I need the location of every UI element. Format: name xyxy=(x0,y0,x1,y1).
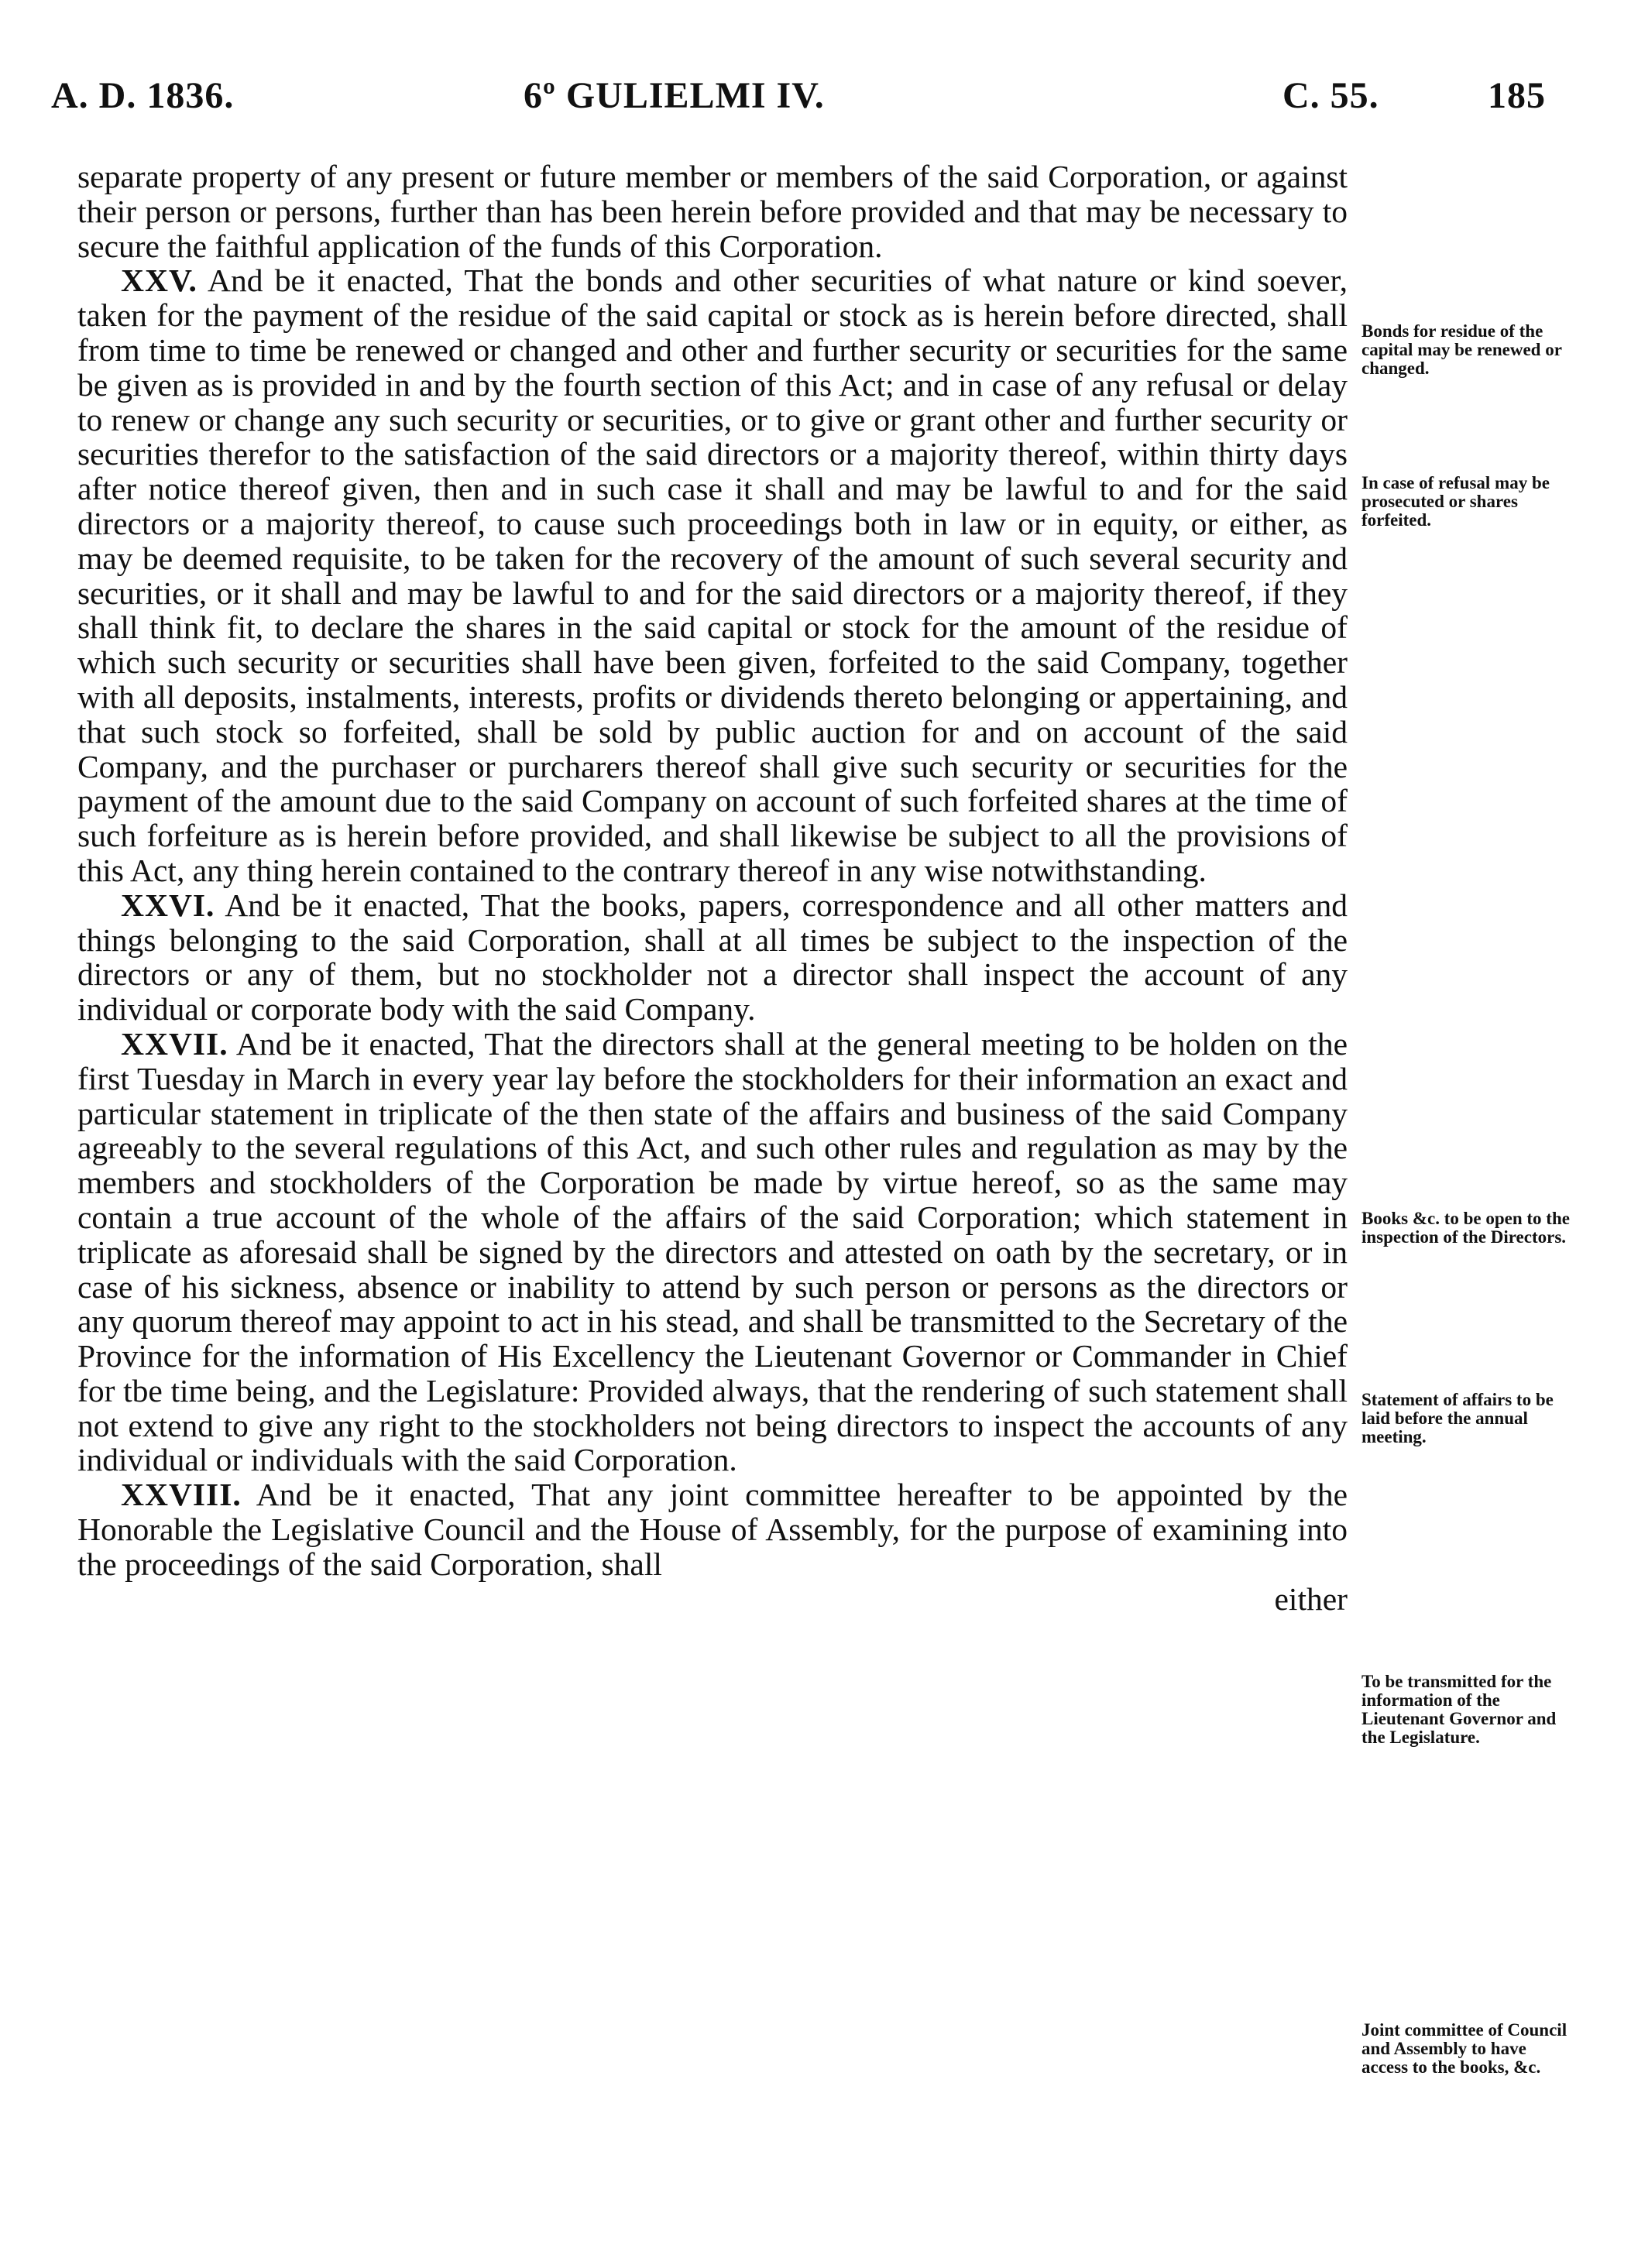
header-regnal-title: 6º GULIELMI IV. xyxy=(524,75,825,116)
section-text: And be it enacted, That the books, papers, correspondence and all other matters and things belonging to the said Corporation, shall at all times be subject to the inspection of the directors or any of them, but no stockholder not a director shall inspect the account of any individual or corporate body with the said Company. xyxy=(77,887,1348,1028)
section-number: XXVIII. xyxy=(121,1477,242,1513)
continuation-paragraph: separate property of any present or future member or members of the said Corporation, or against their person or persons, further than has been herein before provided and that may be necessary to secure the faithful application of the funds of this Corporation. xyxy=(77,159,1348,264)
section-number: XXVII. xyxy=(121,1025,228,1062)
margin-note: Books &c. to be open to the inspection of the Directors. xyxy=(1361,1209,1570,1247)
header-page-number: 185 xyxy=(1488,75,1546,116)
margin-note: Bonds for residue of the capital may be renewed or changed. xyxy=(1361,321,1562,378)
section-28 xyxy=(77,1477,1348,1581)
margin-note: Joint committee of Council and Assembly to have access to the books, &c. xyxy=(1361,2020,1567,2077)
section-number: XXVI. xyxy=(121,887,215,923)
section-number: XXV. xyxy=(121,262,197,299)
margin-note: To be transmitted for the information of the Lieutenant Governor and the Legislature. xyxy=(1361,1672,1557,1747)
section-27 xyxy=(77,1027,1348,1477)
margin-note: In case of refusal may be prosecuted or shares forfeited. xyxy=(1361,473,1550,530)
statute-body xyxy=(77,160,1348,1616)
section-25 xyxy=(77,263,1348,887)
section-text: And be it enacted, That the bonds and other securities of what nature or kind soever, taken for the payment of the residue of the said capital or stock as is herein before directed, shall from time to time be renewed or changed and other and further security or securities for the same be given as is provided in and by the fourth section of this Act; and in case of any refusal or delay to renew or change any such security or securities, or to give or grant other and further security or securities therefor to the satisfaction of the said directors or a majority thereof, within thirty days after notice thereof given, then and in such case it shall and may be lawful to and for the said directors or a majority thereof, to cause such proceedings both in law or in equity, or either, as may be deemed requisite, to be taken for the recovery of the amount of such several security and securities, or it shall and may be lawful to and for the said directors or a majority thereof, if they shall think fit, to declare the shares in the said capital or stock for the amount of the residue of which such security or securities shall have been given, forfeited to the said Company, together with all deposits, instalments, interests, profits or dividends thereto belonging or appertaining, and that such stock so forfeited, shall be sold by public auction for and on account of the said Company, and the purchaser or purcharers thereof shall give such security or securities for the payment of the amount due to the said Company on account of such forfeited shares at the time of such forfeiture as is herein before provided, and shall likewise be subject to all the provisions of this Act, any thing herein contained to the contrary thereof in any wise notwithstanding. xyxy=(77,262,1348,888)
page-header xyxy=(51,74,1546,121)
header-year: A. D. 1836. xyxy=(51,75,235,116)
catchword: either xyxy=(1274,1580,1348,1617)
header-chapter: C. 55. xyxy=(1282,75,1379,116)
section-26 xyxy=(77,888,1348,1027)
margin-note: Statement of affairs to be laid before the annual meeting. xyxy=(1361,1390,1554,1446)
section-text: And be it enacted, That the directors shall at the general meeting to be holden on the first Tuesday in March in every year lay before the stockholders for their information an exact and particular statement in triplicate of the then state of the affairs and business of the said Company agreeably to the several regulations of this Act, and such other rules and regulation as may by the members and stockholders of the Corporation be made by virtue hereof, so as the same may contain a true account of the whole of the affairs of the said Corporation; which statement in triplicate as aforesaid shall be signed by the directors and attested on oath by the secretary, or in case of his sickness, absence or inability to attend by such person or persons as the directors or any quorum thereof may appoint to act in his stead, and shall be transmitted to the Secretary of the Province for the information of His Excellency the Lieutenant Governor or Commander in Chief for tbe time being, and the Legislature: Provided always, that the rendering of such statement shall not extend to give any right to the stockholders not being directors to inspect the accounts of any individual or individuals with the said Corporation. xyxy=(77,1025,1348,1478)
section-text: And be it enacted, That any joint committee hereafter to be appointed by the Honorable the Legislative Council and the House of Assembly, for the purpose of examining into the proceedings of the said Corporation, shall xyxy=(77,1477,1348,1582)
